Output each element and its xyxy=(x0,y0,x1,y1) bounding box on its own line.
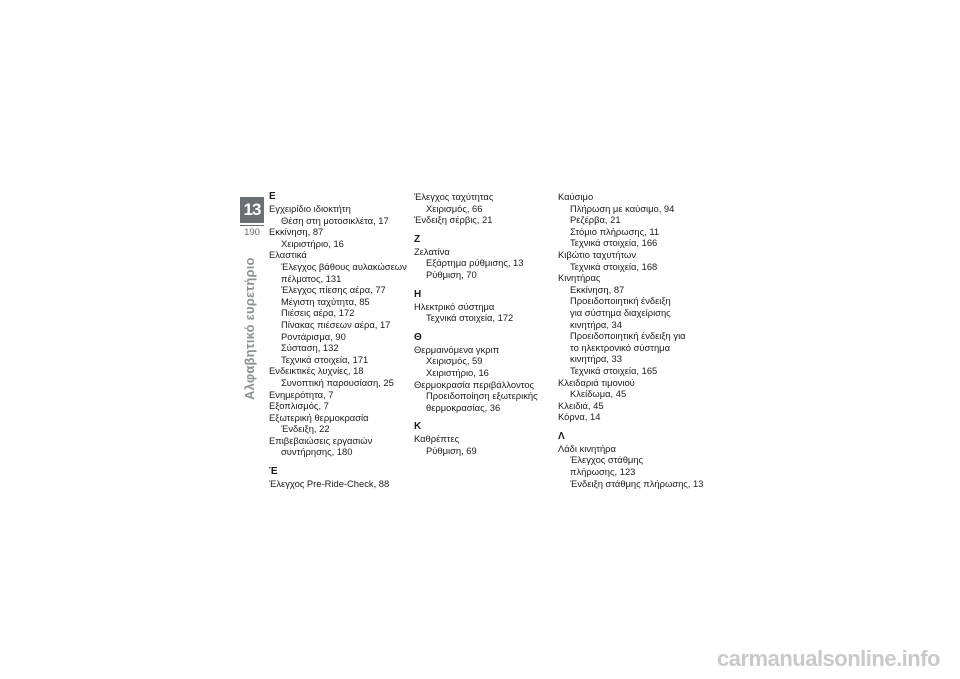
index-entry: Εγχειρίδιο ιδιοκτήτη xyxy=(269,203,351,214)
index-letter-heading: Έ xyxy=(269,466,278,478)
index-letter-heading: Λ xyxy=(558,430,565,442)
index-entry: Ελαστικά xyxy=(269,249,307,261)
index-entry: Λάδι κινητήρα xyxy=(558,442,616,454)
index-entry: Έλεγχος ταχύτητας xyxy=(414,191,494,202)
index-subentry: κινητήρα, 34 xyxy=(570,318,622,330)
index-column-3 xyxy=(558,191,708,489)
index-subentry: Χειρισμός, 59 xyxy=(426,355,483,367)
index-entry: Ενημερότητα, 7 xyxy=(269,388,334,400)
index-subentry: το ηλεκτρονικό σύστημα xyxy=(570,341,671,353)
index-subentry: θερμοκρασίας, 36 xyxy=(426,401,501,413)
index-letter-heading: Ζ xyxy=(414,233,421,245)
chapter-marker xyxy=(240,197,264,238)
index-subentry: για σύστημα διαχείρισης xyxy=(570,306,671,318)
index-subentry: Εξάρτημα ρύθμισης, 13 xyxy=(426,257,524,269)
index-subentry: Τεχνικά στοιχεία, 166 xyxy=(570,237,658,249)
index-subentry: Πλήρωση με καύσιμο, 94 xyxy=(570,202,675,214)
index-subentry: Συνοπτική παρουσίαση, 25 xyxy=(281,376,394,388)
index-entry: Κλειδαριά τιμονιού xyxy=(558,376,635,388)
index-letter-group xyxy=(414,234,554,281)
index-subentry: Μέγιστη ταχύτητα, 85 xyxy=(281,295,370,307)
index-letter-heading: Κ xyxy=(414,421,422,433)
index-letter-group xyxy=(414,332,554,414)
index-letter-group xyxy=(414,191,554,226)
chapter-title: Αλφαβητικό ευρετήριο xyxy=(242,257,257,400)
index-letter-group xyxy=(269,191,409,458)
chapter-title-vertical xyxy=(240,257,264,424)
index-subentry: Έλεγχος στάθμης xyxy=(570,454,644,466)
index-subentry: πλήρωσης, 123 xyxy=(570,466,636,478)
index-subentry: Ρύθμιση, 70 xyxy=(426,268,477,280)
index-entry: Έλεγχος Pre-Ride-Check, 88 xyxy=(269,478,390,490)
index-letter-group xyxy=(558,431,708,489)
index-entry: Ένδειξη σέρβις, 21 xyxy=(414,214,493,226)
index-subentry: Τεχνικά στοιχεία, 165 xyxy=(570,364,658,376)
index-subentry: Προειδοποίηση εξωτερικής xyxy=(426,390,538,402)
index-subentry: Ρύθμιση, 69 xyxy=(426,444,477,456)
index-subentry: Τεχνικά στοιχεία, 172 xyxy=(426,312,514,324)
index-subentry: Πιέσεις αέρα, 172 xyxy=(281,307,355,319)
index-subentry: Προειδοποιητική ένδειξη για xyxy=(570,330,686,342)
index-subentry: Στόμιο πλήρωσης, 11 xyxy=(570,225,660,237)
watermark: carmanualsonline.info xyxy=(717,646,940,671)
chapter-number: 13 xyxy=(240,197,264,223)
index-entry: Εκκίνηση, 87 xyxy=(269,226,324,238)
index-subentry: Προειδοποιητική ένδειξη xyxy=(570,295,671,307)
index-subentry: Χειριστήριο, 16 xyxy=(426,366,489,378)
index-subentry: Τεχνικά στοιχεία, 171 xyxy=(281,353,369,365)
index-letter-group xyxy=(414,421,554,456)
index-subentry: πέλματος, 131 xyxy=(281,272,342,284)
index-subentry: Ένδειξη, 22 xyxy=(281,423,330,435)
index-column-1 xyxy=(269,191,409,490)
index-entry: Εξωτερική θερμοκρασία xyxy=(269,411,369,423)
index-subentry: συντήρησης, 180 xyxy=(281,446,353,458)
index-entry: Κλειδιά, 45 xyxy=(558,399,604,411)
index-entry: Θερμοκρασία περιβάλλοντος xyxy=(414,378,535,390)
index-subentry: Έλεγχος πίεσης αέρα, 77 xyxy=(281,284,386,296)
index-subentry: Σύσταση, 132 xyxy=(281,342,339,354)
index-entry: Ηλεκτρικό σύστημα xyxy=(414,300,495,312)
index-entry: Καύσιμο xyxy=(558,191,594,202)
index-letter-heading: Θ xyxy=(414,331,422,343)
index-subentry: Χειρισμός, 66 xyxy=(426,202,483,214)
index-subentry: κινητήρα, 33 xyxy=(570,353,622,365)
index-letter-group xyxy=(269,466,409,490)
index-entry: Κόρνα, 14 xyxy=(558,411,601,423)
index-letter-heading: Ε xyxy=(269,191,276,202)
index-entry: Ζελατίνα xyxy=(414,245,450,257)
index-subentry: Πίνακας πιέσεων αέρα, 17 xyxy=(281,318,391,330)
index-subentry: Κλείδωμα, 45 xyxy=(570,388,627,400)
index-entry: Θερμαινόμενα γκριπ xyxy=(414,343,500,355)
index-subentry: Θέση στη μοτοσικλέτα, 17 xyxy=(281,214,389,226)
index-letter-heading: Η xyxy=(414,288,422,300)
page-number: 190 xyxy=(240,225,264,238)
index-subentry: Ροντάρισμα, 90 xyxy=(281,330,346,342)
index-subentry: Έλεγχος βάθους αυλακώσεων xyxy=(281,260,407,272)
index-entry: Εξοπλισμός, 7 xyxy=(269,400,329,412)
index-entry: Κιβώτιο ταχυτήτων xyxy=(558,248,637,260)
index-letter-group xyxy=(558,191,708,423)
index-entry: Καθρέπτες xyxy=(414,433,460,445)
index-subentry: Εκκίνηση, 87 xyxy=(570,283,625,295)
index-subentry: Ρεζέρβα, 21 xyxy=(570,214,621,226)
index-entry: Ενδεικτικές λυχνίες, 18 xyxy=(269,365,364,377)
index-subentry: Τεχνικά στοιχεία, 168 xyxy=(570,260,658,272)
index-entry: Κινητήρας xyxy=(558,272,601,284)
index-column-2 xyxy=(414,191,554,457)
index-entry: Επιβεβαιώσεις εργασιών xyxy=(269,434,373,446)
index-subentry: Ένδειξη στάθμης πλήρωσης, 13 xyxy=(570,477,704,489)
index-letter-group xyxy=(414,289,554,324)
index-subentry: Χειριστήριο, 16 xyxy=(281,237,344,249)
